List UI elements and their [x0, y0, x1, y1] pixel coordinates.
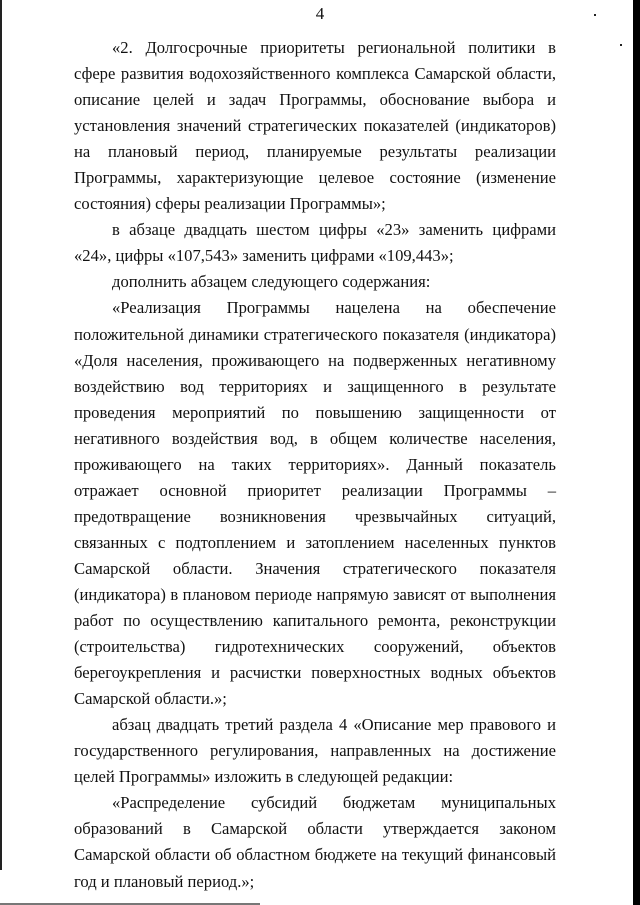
paragraph-subsidy-distribution: «Распределение субсидий бюджетам муниципальных образований в Самарской области утверждается законом Самарской области об областном бюджете на текущий финансовый год и плановый период.»; [74, 793, 556, 891]
paragraph-section-2-title: «2. Долгосрочные приоритеты региональной политики в сфере развития водохозяйственного комплекса Самарской области, описание целей и задач Программы, обоснование выбора и установления значений стратегических показателей (индикаторов) на плановый период, планируемые результаты реализации Программы, характеризующие целевое состояние (изменение состояния) сферы реализации Программы»; [74, 38, 556, 214]
paragraph-amend-figures: в абзаце двадцать шестом цифры «23» заменить цифрами «24», цифры «107,543» заменить цифрами «109,443»; [74, 220, 556, 266]
page-number: 4 [315, 4, 325, 23]
scan-border-right [633, 0, 640, 905]
document-body [74, 35, 556, 895]
paragraph-program-implementation: «Реализация Программы нацелена на обеспечение положительной динамики стратегического показателя (индикатора) «Доля населения, проживающего на подверженных негативному воздействию вод территориях и защищенного в результате проведения мероприятий по повышению защищенности от негативного воздействия вод, в общем количестве населения, проживающего на таких территориях». Данный показатель отражает основной приоритет реализации Программы – предотвращение возникновения чрезвычайных ситуаций, связанных с подтоплением и затоплением населенных пунктов Самарской области. Значения стратегического показателя (индикатора) в плановом периоде напрямую зависят от выполнения работ по осуществлению капитального ремонта, реконструкции (строительства) гидротехнических сооружений, объектов берегоукрепления и расчистки поверхностных водных объектов Самарской области.»; [74, 298, 556, 709]
paragraph-section-4-amend: абзац двадцать третий раздела 4 «Описание мер правового и государственного регулирования, направленных на достижение целей Программы» изложить в следующей редакции: [74, 715, 556, 787]
scan-speck [620, 44, 622, 46]
scan-border-left [0, 0, 2, 870]
paragraph-add-intro: дополнить абзацем следующего содержания: [112, 272, 431, 292]
